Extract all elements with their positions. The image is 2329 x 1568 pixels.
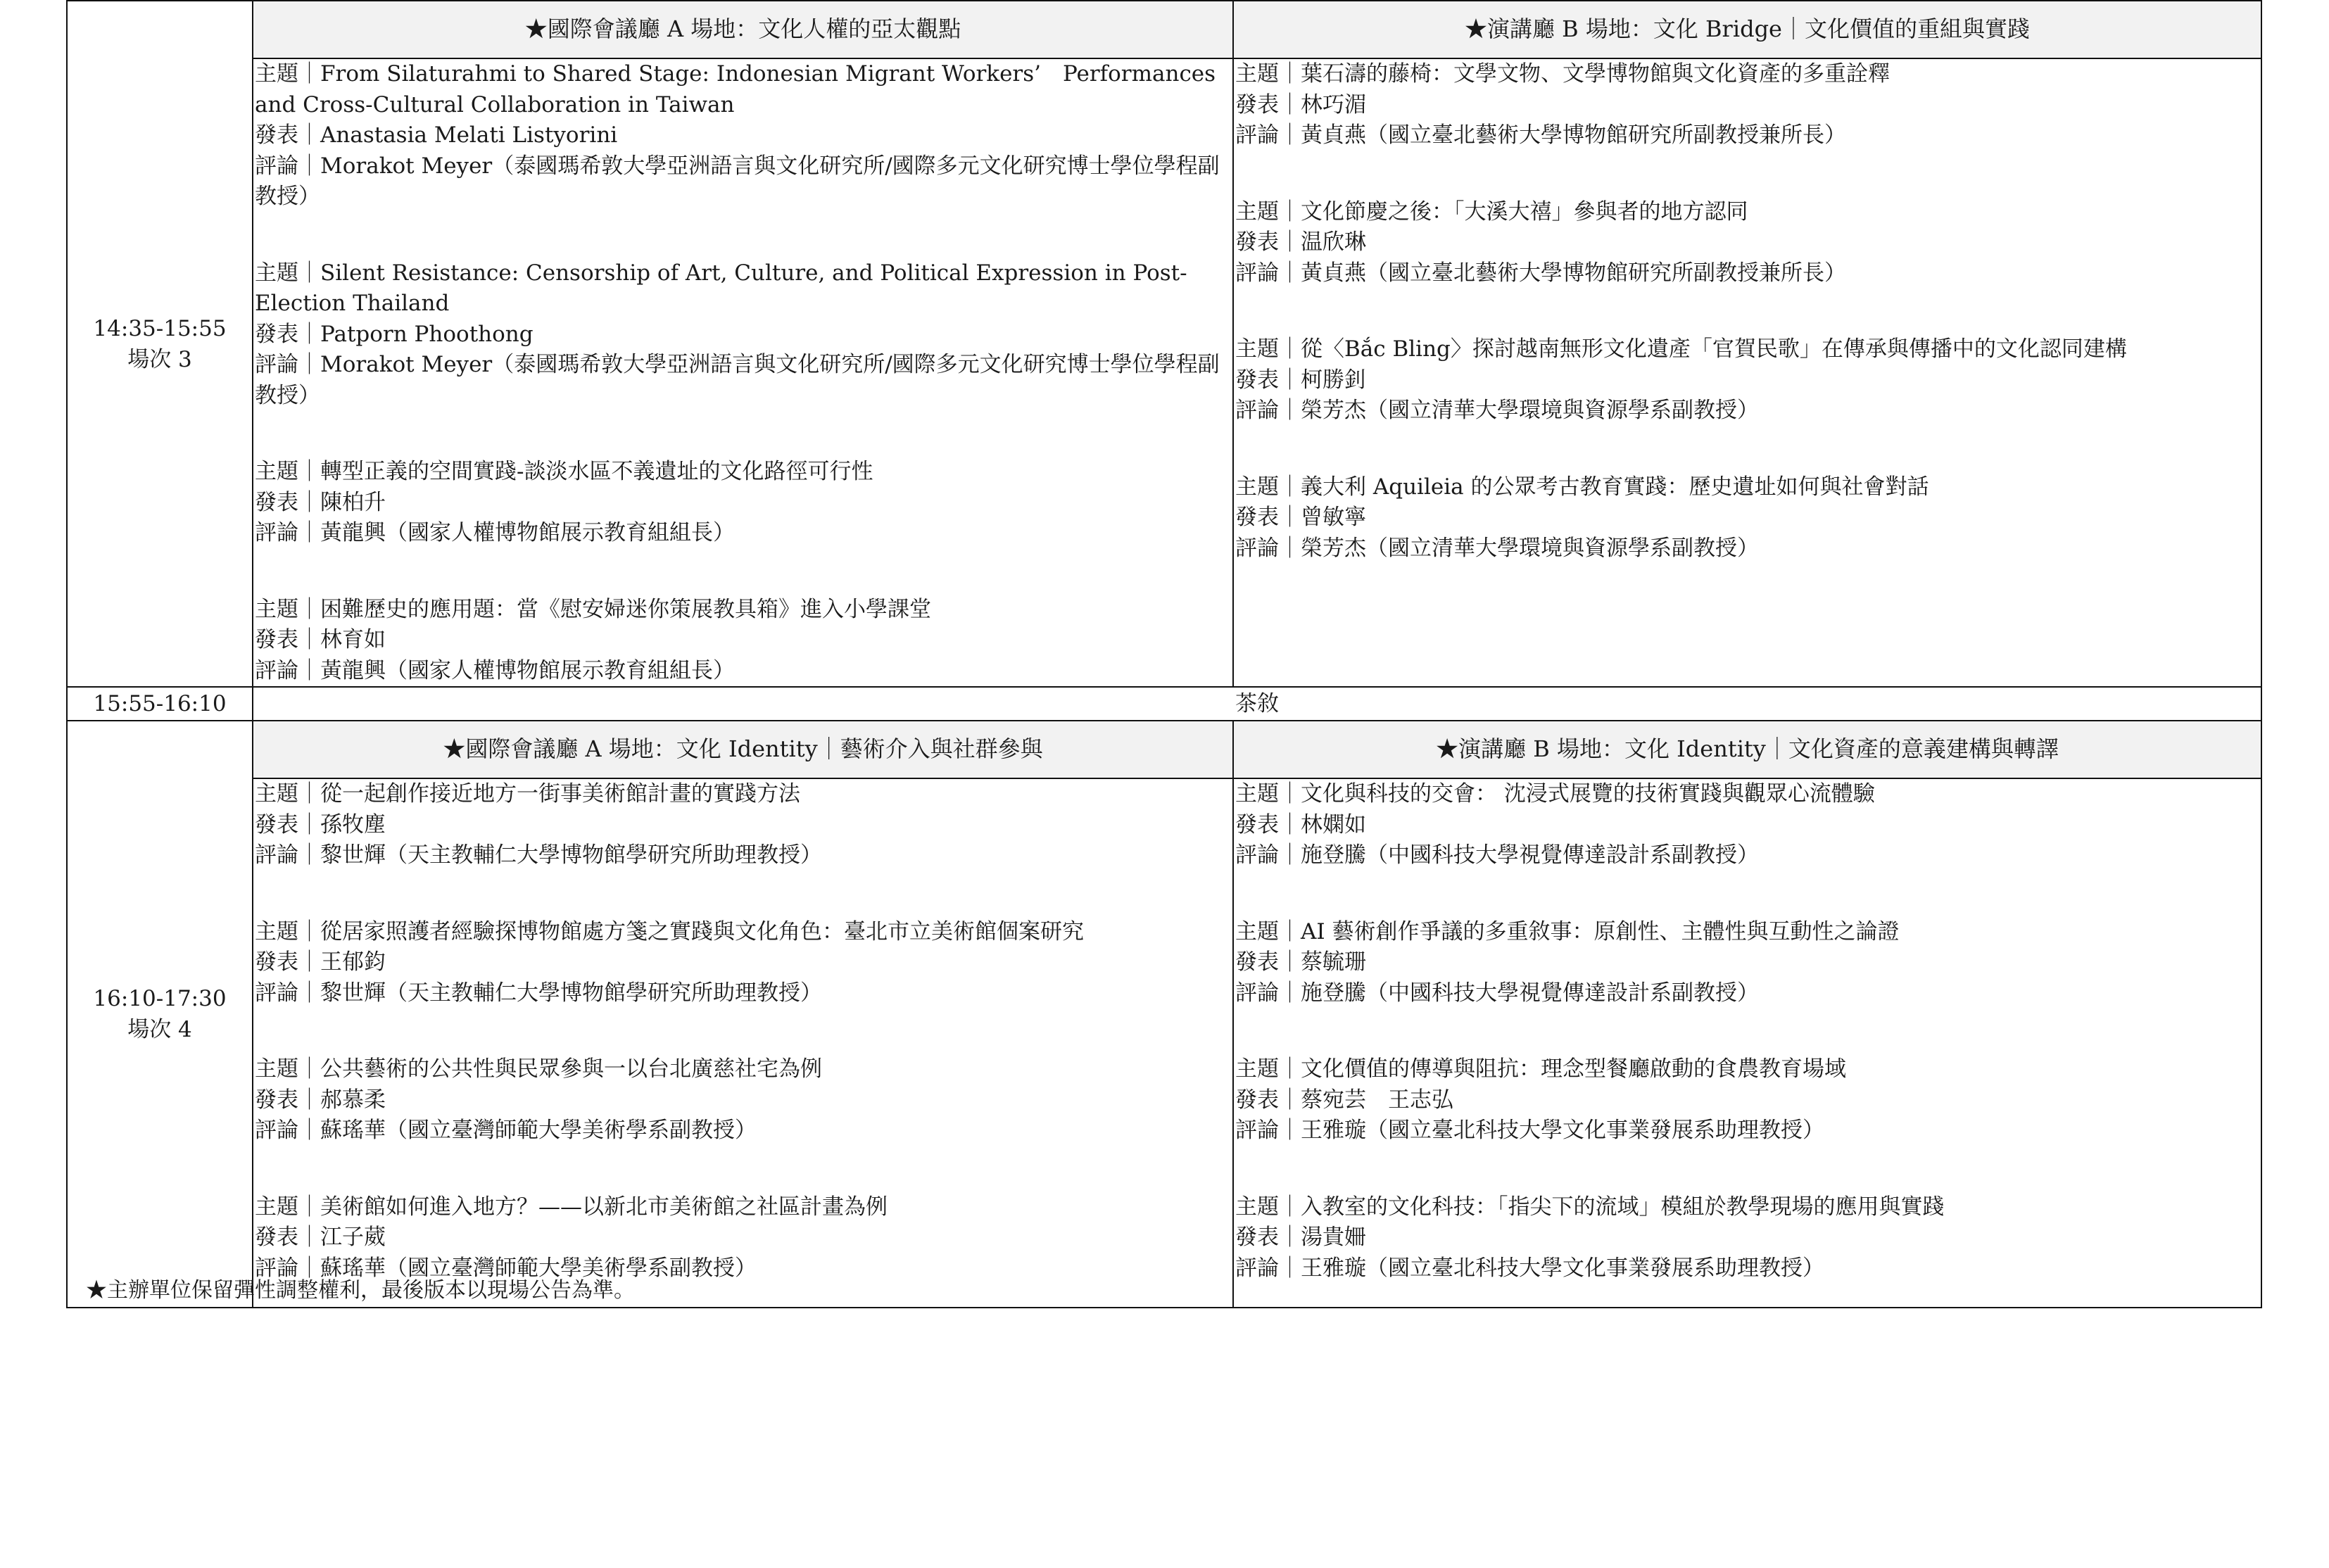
session-topic: 主題｜公共藝術的公共性與民眾參與一以台北廣慈社宅為例 (255, 1056, 822, 1082)
session-presenter: 發表｜蔡毓珊 (1235, 949, 1366, 975)
session-presenter: 發表｜Anastasia Melati Listyorini (255, 122, 618, 148)
session-entry (1235, 779, 2259, 871)
block4-time: 16:10-17:30 (93, 986, 227, 1011)
block3-time: 14:35-15:55 (93, 315, 227, 341)
block4-label: 場次 4 (127, 1017, 192, 1042)
session-presenter: 發表｜孫牧塵 (255, 811, 386, 837)
block3-venue-a: ★國際會議廳 A 場地：文化人權的亞太觀點 (253, 1, 1233, 58)
block4-venue-a: ★國際會議廳 A 場地：文化 Identity｜藝術介入與社群參與 (253, 721, 1233, 778)
block3-header-row (67, 1, 2261, 58)
session-commentator: 評論｜Morakot Meyer（泰國瑪希敦大學亞洲語言與文化研究所/國際多元文化研究博士學位學程副教授） (255, 153, 1220, 209)
session-commentator: 評論｜黃貞燕（國立臺北藝術大學博物館研究所副教授兼所長） (1235, 122, 1846, 148)
session-entry (1235, 1054, 2259, 1146)
session-commentator: 評論｜黎世輝（天主教輔仁大學博物館學研究所助理教授） (255, 980, 822, 1006)
session-presenter: 發表｜陳柏升 (255, 489, 386, 515)
block4-content-row (67, 778, 2261, 1308)
session-commentator: 評論｜施登騰（中國科技大學視覺傳達設計系副教授） (1235, 842, 1759, 868)
break-label: 茶敘 (253, 687, 2261, 721)
session-topic: 主題｜困難歷史的應用題：當《慰安婦迷你策展教具箱》進入小學課堂 (255, 596, 931, 622)
session-topic: 主題｜義大利 Aquileia 的公眾考古教育實踐：歷史遺址如何與社會對話 (1235, 474, 1929, 500)
session-presenter: 發表｜王郁鈞 (255, 949, 386, 975)
session-commentator: 評論｜蘇瑤華（國立臺灣師範大學美術學系副教授） (255, 1118, 757, 1143)
session-commentator: 評論｜榮芳杰（國立清華大學環境與資源學系副教授） (1235, 535, 1759, 561)
schedule-table (66, 0, 2262, 1308)
session-topic: 主題｜文化節慶之後：「大溪大禧」參與者的地方認同 (1235, 198, 1748, 225)
session-entry (255, 917, 1231, 1009)
session-topic: 主題｜葉石濤的藤椅：文學文物、文學博物館與文化資產的多重詮釋 (1235, 61, 1890, 87)
session-entry (255, 457, 1231, 549)
session-entry (1235, 59, 2259, 151)
session-commentator: 評論｜黎世輝（天主教輔仁大學博物館學研究所助理教授） (255, 842, 822, 868)
session-presenter: 發表｜郝慕柔 (255, 1087, 386, 1113)
block3-content-row (67, 58, 2261, 687)
block3-venue-b: ★演講廳 B 場地：文化 Bridge｜文化價值的重組與實踐 (1233, 1, 2261, 58)
break-time: 15:55-16:10 (67, 687, 253, 721)
session-commentator: 評論｜黃貞燕（國立臺北藝術大學博物館研究所副教授兼所長） (1235, 260, 1846, 286)
block3-a-cell (253, 58, 1233, 687)
session-entry (255, 1192, 1231, 1284)
session-topic: 主題｜從〈Bắc Bling〉探討越南無形文化遺產「官賀民歌」在傳承與傳播中的文化認同建構 (1235, 336, 2127, 362)
session-presenter: 發表｜温欣琳 (1235, 229, 1366, 255)
block4-b-cell (1233, 778, 2261, 1308)
session-topic: 主題｜AI 藝術創作爭議的多重敘事：原創性、主體性與互動性之論證 (1235, 918, 1900, 944)
session-presenter: 發表｜蔡宛芸 王志弘 (1235, 1087, 1453, 1113)
session-commentator: 評論｜黃龍興（國家人權博物館展示教育組組長） (255, 657, 735, 683)
session-presenter: 發表｜林育如 (255, 627, 386, 652)
session-presenter: 發表｜Patporn Phoothong (255, 321, 534, 347)
session-presenter: 發表｜林嫻如 (1235, 811, 1366, 837)
session-topic: 主題｜美術館如何進入地方？——以新北市美術館之社區計畫為例 (255, 1194, 888, 1220)
session-topic: 主題｜入教室的文化科技：「指尖下的流域」模組於教學現場的應用與實踐 (1235, 1194, 1945, 1220)
session-entry (255, 258, 1231, 412)
block4-a-cell (253, 778, 1233, 1308)
session-topic: 主題｜文化與科技的交會： 沈浸式展覽的技術實踐與觀眾心流體驗 (1235, 781, 1875, 807)
session-entry (1235, 334, 2259, 426)
session-presenter: 發表｜林巧湄 (1235, 91, 1366, 118)
session-commentator: 評論｜黃龍興（國家人權博物館展示教育組組長） (255, 520, 735, 545)
block3-time-cell (67, 1, 253, 687)
session-commentator: 評論｜Morakot Meyer（泰國瑪希敦大學亞洲語言與文化研究所/國際多元文化研究博士學位學程副教授） (255, 352, 1220, 408)
session-entry (255, 595, 1231, 687)
session-presenter: 發表｜江子葳 (255, 1225, 386, 1250)
session-entry (1235, 472, 2259, 564)
block3-label: 場次 3 (127, 346, 192, 372)
session-topic: 主題｜從居家照護者經驗探博物館處方箋之實踐與文化角色：臺北市立美術館個案研究 (255, 918, 1084, 944)
session-entry (1235, 1192, 2259, 1284)
session-topic: 主題｜轉型正義的空間實踐-談淡水區不義遺址的文化路徑可行性 (255, 459, 873, 484)
session-topic: 主題｜Silent Resistance: Censorship of Art, Culture, and Political Expression in Post-Election Thailand (255, 260, 1187, 316)
session-presenter: 發表｜湯貴姍 (1235, 1225, 1366, 1250)
block4-time-cell (67, 721, 253, 1308)
session-entry (255, 779, 1231, 871)
session-commentator: 評論｜榮芳杰（國立清華大學環境與資源學系副教授） (1235, 398, 1759, 423)
session-presenter: 發表｜柯勝釗 (1235, 367, 1366, 393)
session-commentator: 評論｜王雅璇（國立臺北科技大學文化事業發展系助理教授） (1235, 1255, 1824, 1281)
break-row (67, 687, 2261, 721)
block3-b-cell (1233, 58, 2261, 687)
footnote: ★主辦單位保留彈性調整權利，最後版本以現場公告為準。 (86, 1278, 635, 1303)
session-presenter: 發表｜曾敏寧 (1235, 505, 1366, 530)
session-entry (1235, 917, 2259, 1009)
block4-venue-b: ★演講廳 B 場地：文化 Identity｜文化資產的意義建構與轉譯 (1233, 721, 2261, 778)
session-topic: 主題｜From Silaturahmi to Shared Stage: Indonesian Migrant Workers’ Performances and Cross-Cultural Collaboration in Taiwan (255, 61, 1216, 118)
session-commentator: 評論｜蘇瑤華（國立臺灣師範大學美術學系副教授） (255, 1255, 757, 1281)
session-entry (255, 1054, 1231, 1146)
session-entry (255, 59, 1231, 213)
session-topic: 主題｜文化價值的傳導與阻抗：理念型餐廳啟動的食農教育場域 (1235, 1056, 1846, 1082)
session-commentator: 評論｜施登騰（中國科技大學視覺傳達設計系副教授） (1235, 980, 1759, 1006)
session-topic: 主題｜從一起創作接近地方一街事美術館計畫的實踐方法 (255, 781, 800, 807)
session-entry (1235, 197, 2259, 289)
session-commentator: 評論｜王雅璇（國立臺北科技大學文化事業發展系助理教授） (1235, 1118, 1824, 1143)
block4-header-row (67, 721, 2261, 778)
